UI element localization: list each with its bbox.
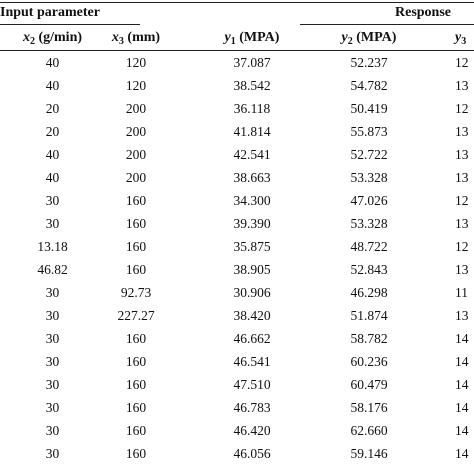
cell-x3: 227.27 bbox=[117, 308, 155, 323]
cell-y2: 60.479 bbox=[350, 377, 388, 392]
table-row bbox=[0, 281, 474, 304]
cell-y1: 46.662 bbox=[233, 331, 271, 346]
cell-y1: 36.118 bbox=[233, 101, 271, 116]
cell-y2: 52.843 bbox=[350, 262, 388, 277]
cell-y2: 54.782 bbox=[350, 78, 388, 93]
cell-x3: 160 bbox=[125, 354, 147, 369]
table-row bbox=[0, 212, 474, 235]
table-row bbox=[0, 304, 474, 327]
table-row bbox=[0, 120, 474, 143]
cell-y1: 38.663 bbox=[233, 170, 271, 185]
cell-x3: 160 bbox=[125, 446, 147, 461]
cell-x3: 160 bbox=[125, 193, 147, 208]
table-row bbox=[0, 442, 474, 465]
cell-y1: 38.420 bbox=[233, 308, 271, 323]
cell-y3: 13 bbox=[455, 170, 469, 185]
cell-x3: 200 bbox=[125, 170, 147, 185]
cell-x2: 20 bbox=[45, 101, 60, 116]
cell-y3: 12 bbox=[455, 55, 469, 70]
group-underline-input bbox=[0, 24, 140, 25]
cell-x2: 30 bbox=[45, 331, 60, 346]
cell-y1: 37.087 bbox=[233, 55, 271, 70]
cell-y3: 14 bbox=[455, 446, 469, 461]
cell-y3: 12 bbox=[455, 101, 469, 116]
group-header-input: Input parameter bbox=[0, 5, 100, 20]
cell-x2: 30 bbox=[45, 285, 60, 300]
column-header-y1: $y_1$ (MPA) bbox=[224, 30, 280, 47]
cell-y2: 58.176 bbox=[350, 400, 388, 415]
cell-y3: 12 bbox=[455, 193, 469, 208]
group-underline-response bbox=[300, 24, 474, 25]
table-row bbox=[0, 419, 474, 442]
cell-y3: 13 bbox=[455, 216, 469, 231]
column-header-y2: $y_2$ (MPA) bbox=[341, 30, 397, 47]
cell-y1: 46.541 bbox=[233, 354, 271, 369]
cell-y2: 52.722 bbox=[350, 147, 388, 162]
cell-x2: 30 bbox=[45, 193, 60, 208]
cell-y3: 14 bbox=[455, 423, 469, 438]
table-row bbox=[0, 166, 474, 189]
cell-y3: 14 bbox=[455, 354, 469, 369]
cell-y3: 14 bbox=[455, 331, 469, 346]
table-body bbox=[0, 51, 474, 465]
cell-y1: 46.783 bbox=[233, 400, 271, 415]
cell-x2: 30 bbox=[45, 354, 60, 369]
cell-x2: 30 bbox=[45, 423, 60, 438]
cell-x2: 46.82 bbox=[37, 262, 68, 277]
cell-x3: 200 bbox=[125, 147, 147, 162]
table-row bbox=[0, 189, 474, 212]
cell-x3: 160 bbox=[125, 423, 147, 438]
cell-y3: 13 bbox=[455, 262, 469, 277]
cell-y1: 34.300 bbox=[233, 193, 271, 208]
table-row bbox=[0, 235, 474, 258]
cell-y2: 60.236 bbox=[350, 354, 388, 369]
cell-x2: 30 bbox=[45, 400, 60, 415]
cell-y1: 46.420 bbox=[233, 423, 271, 438]
cell-x3: 200 bbox=[125, 101, 147, 116]
cell-y3: 13 bbox=[455, 78, 469, 93]
cell-x3: 160 bbox=[125, 262, 147, 277]
cell-y1: 30.906 bbox=[233, 285, 271, 300]
column-header-x2: $x_2$ (g/min) bbox=[22, 30, 83, 47]
cell-x3: 200 bbox=[125, 124, 147, 139]
cell-x3: 160 bbox=[125, 239, 147, 254]
cell-y2: 47.026 bbox=[350, 193, 388, 208]
cell-y3: 13 bbox=[455, 124, 469, 139]
table-row bbox=[0, 97, 474, 120]
cell-y2: 53.328 bbox=[350, 216, 388, 231]
column-header-y3: $y_3$ bbox=[455, 30, 467, 47]
table-row bbox=[0, 327, 474, 350]
cell-y3: 12 bbox=[455, 239, 469, 254]
cell-x3: 160 bbox=[125, 216, 147, 231]
cell-y2: 48.722 bbox=[350, 239, 388, 254]
cell-x2: 30 bbox=[45, 377, 60, 392]
table-row bbox=[0, 74, 474, 97]
cell-y3: 13 bbox=[455, 308, 469, 323]
cell-y3: 14 bbox=[455, 377, 469, 392]
cell-x2: 40 bbox=[45, 147, 60, 162]
table-row bbox=[0, 258, 474, 281]
cell-x2: 40 bbox=[45, 78, 60, 93]
cell-y1: 46.056 bbox=[233, 446, 271, 461]
cell-y3: 14 bbox=[455, 400, 469, 415]
cell-y2: 55.873 bbox=[350, 124, 388, 139]
cell-y2: 50.419 bbox=[350, 101, 388, 116]
cell-x3: 92.73 bbox=[120, 285, 152, 300]
cell-y1: 39.390 bbox=[233, 216, 271, 231]
table-row bbox=[0, 396, 474, 419]
cell-y2: 58.782 bbox=[350, 331, 388, 346]
column-header-x3: $x_3$ (mm) bbox=[111, 30, 161, 47]
table-row bbox=[0, 143, 474, 166]
cell-y3: 11 bbox=[455, 285, 468, 300]
cell-y2: 59.146 bbox=[350, 446, 388, 461]
cell-x3: 160 bbox=[125, 331, 147, 346]
cell-x2: 40 bbox=[45, 55, 60, 70]
cell-y1: 47.510 bbox=[233, 377, 271, 392]
cell-x2: 30 bbox=[45, 216, 60, 231]
cell-y2: 62.660 bbox=[350, 423, 388, 438]
cell-x2: 40 bbox=[45, 170, 60, 185]
cell-y1: 42.541 bbox=[233, 147, 271, 162]
group-header-response: Response bbox=[395, 5, 452, 20]
cell-y1: 38.542 bbox=[233, 78, 271, 93]
cell-y2: 46.298 bbox=[350, 285, 388, 300]
cell-y1: 41.814 bbox=[233, 124, 271, 139]
cell-y3: 13 bbox=[455, 147, 469, 162]
cell-y1: 38.905 bbox=[233, 262, 271, 277]
table-row bbox=[0, 350, 474, 373]
cell-x3: 160 bbox=[125, 400, 147, 415]
cell-x3: 120 bbox=[125, 78, 147, 93]
cell-x3: 160 bbox=[125, 377, 147, 392]
cell-y2: 53.328 bbox=[350, 170, 388, 185]
table-row bbox=[0, 51, 474, 74]
table-row bbox=[0, 373, 474, 396]
cell-y1: 35.875 bbox=[233, 239, 271, 254]
cell-x2: 30 bbox=[45, 308, 60, 323]
cell-y2: 52.237 bbox=[350, 55, 388, 70]
cell-y2: 51.874 bbox=[350, 308, 388, 323]
cell-x2: 20 bbox=[45, 124, 60, 139]
cell-x3: 120 bbox=[125, 55, 147, 70]
table-top-rule bbox=[0, 2, 474, 3]
cell-x2: 30 bbox=[45, 446, 60, 461]
cell-x2: 13.18 bbox=[37, 239, 68, 254]
